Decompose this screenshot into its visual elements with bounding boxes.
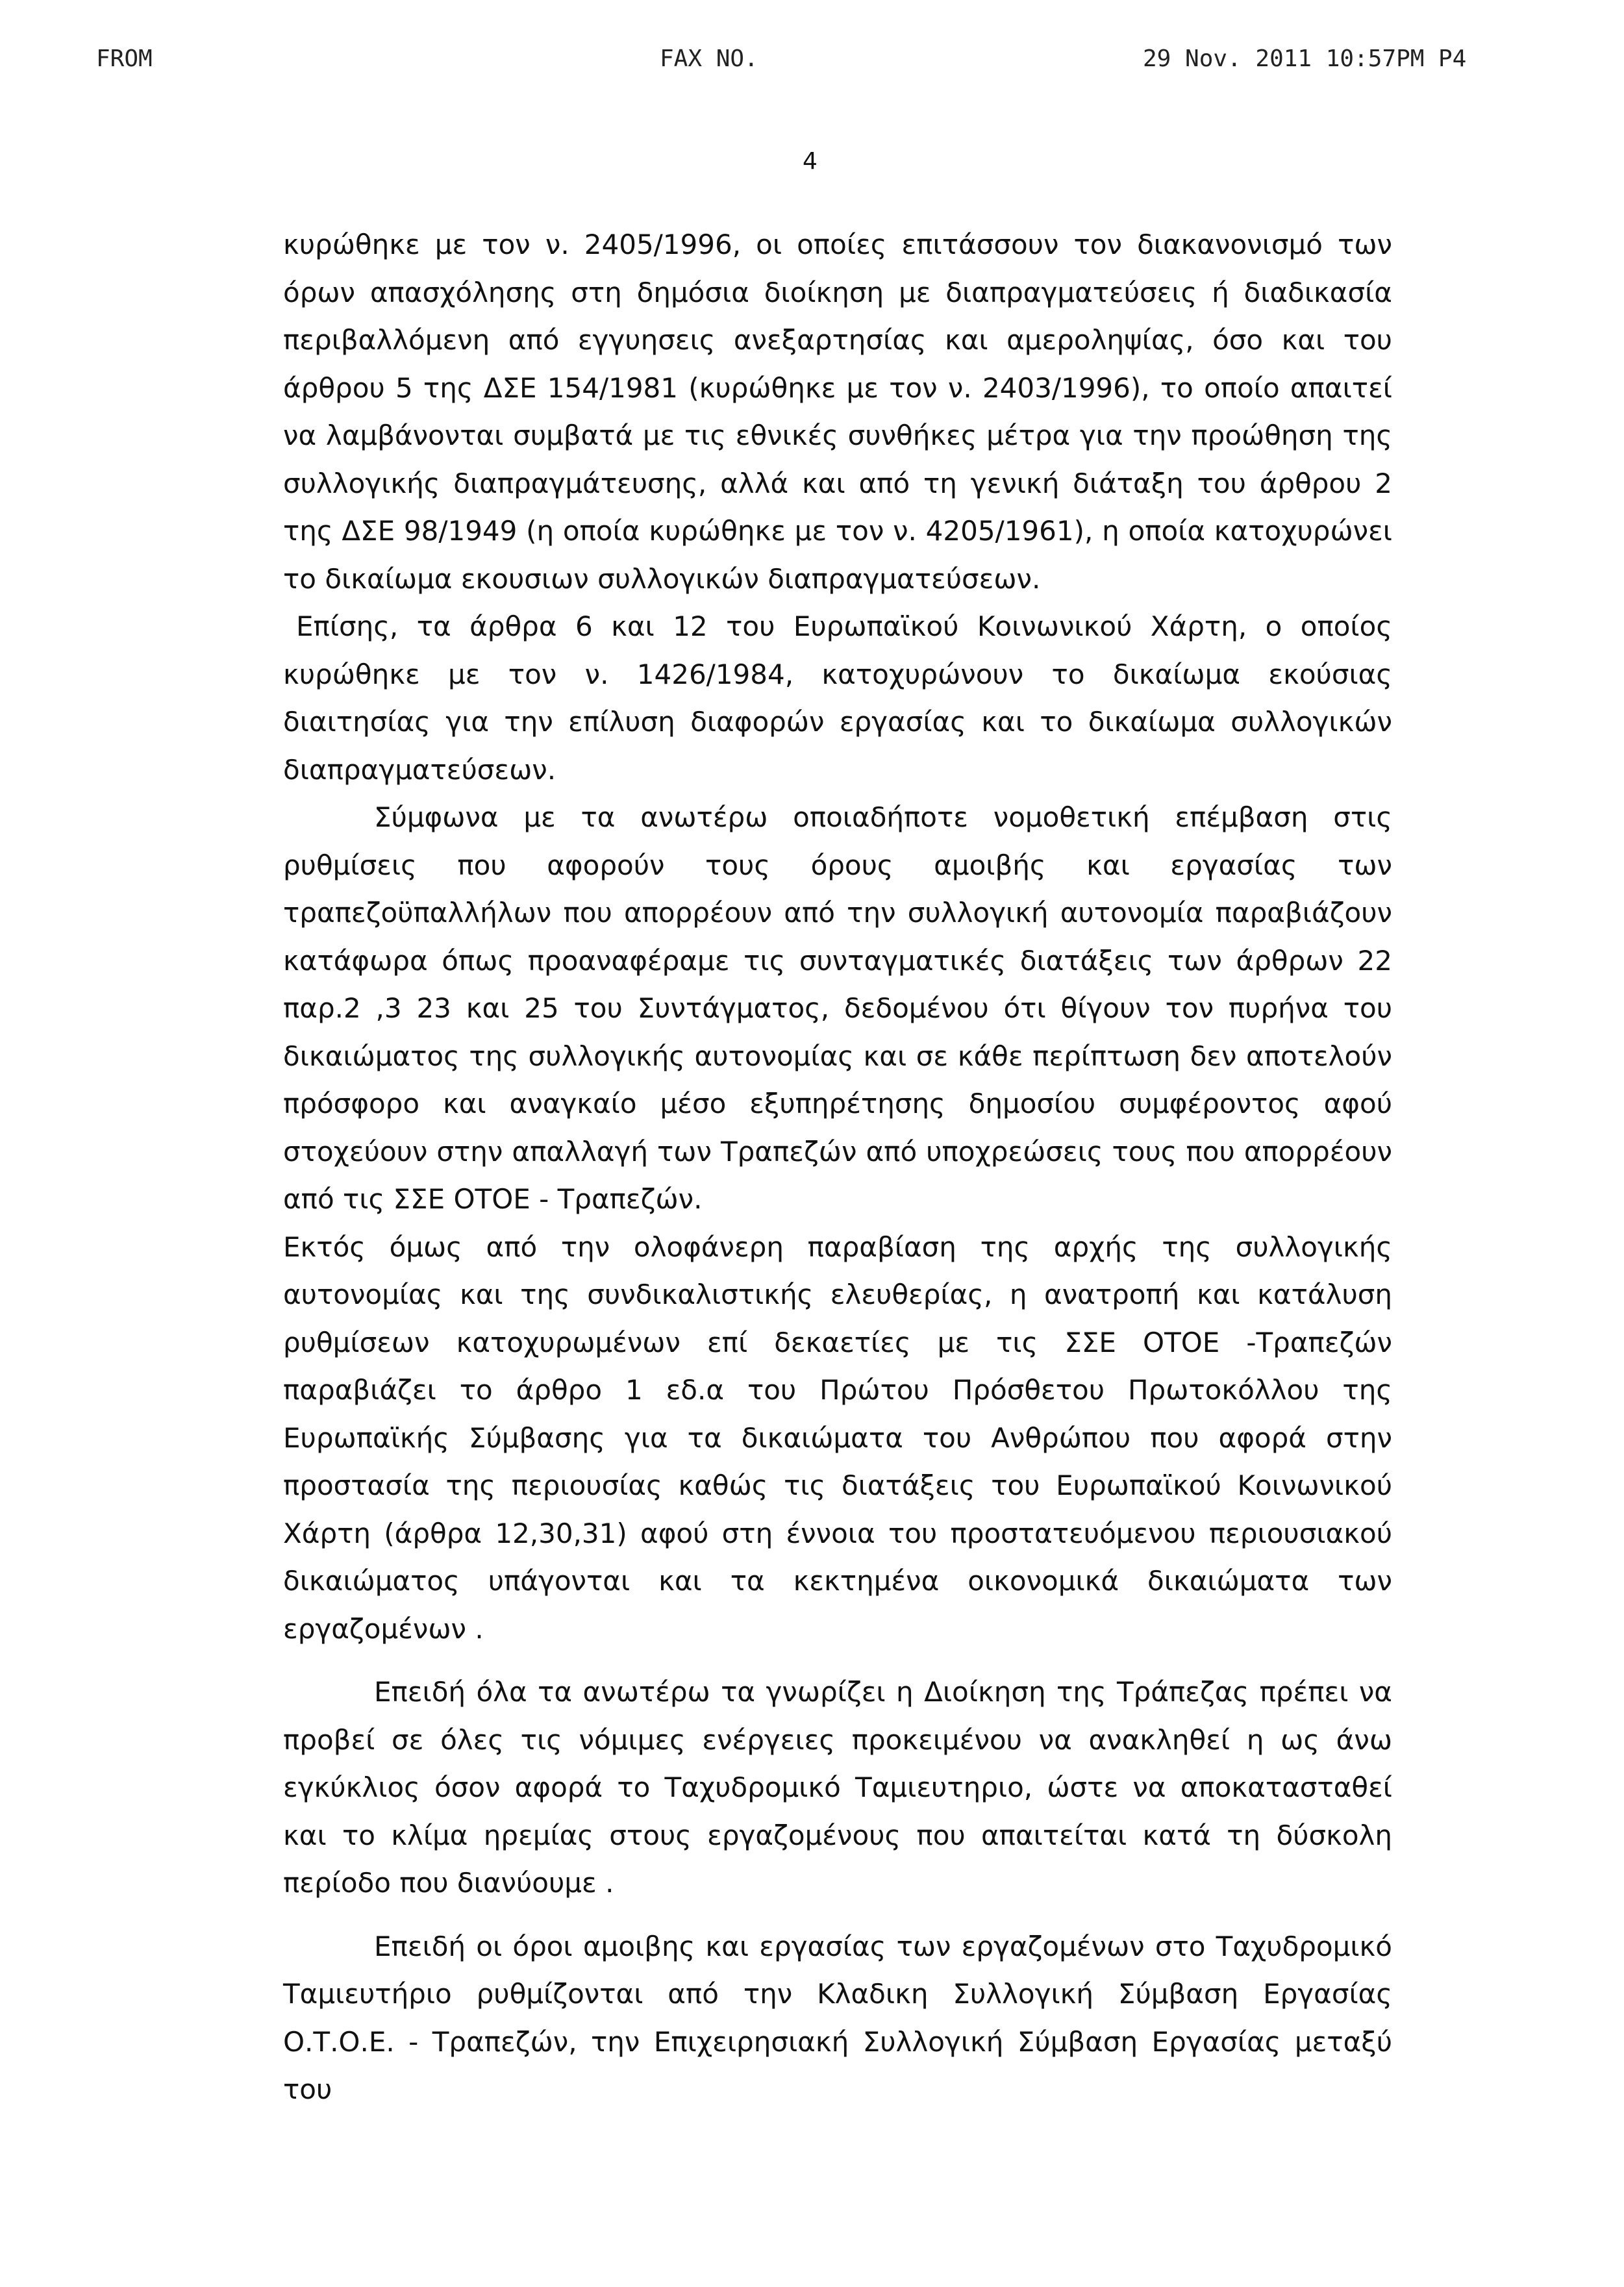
fax-date-time: 29 Nov. 2011 10:57PM: [1143, 45, 1425, 72]
paragraph-european-social-charter: Επίσης, τα άρθρα 6 και 12 του Ευρωπαϊκού Κοινωνικού Χάρτη, ο οποίος κυρώθηκε με τον ν. 1426/1984, κατοχυρώνουν το δικαίωμα εκούσιας διαιτησίας για την επίλυση διαφορών εργασίας και το δικαίωμα συλλογικών διαπραγματεύσεων.: [283, 610, 1392, 786]
paragraph-collective-agreement: Επειδή οι όροι αμοιβης και εργασίας των εργαζομένων στο Ταχυδρομικό Ταμιευτήριο ρυθμίζονται από την Κλαδικη Συλλογική Σύμβαση Εργασίας Ο.Τ.Ο.Ε. - Τραπεζών, την Επιχειρησιακή Συλλογική Σύμβαση Εργασίας μεταξύ του: [283, 1930, 1392, 2105]
paragraph-continuation: κυρώθηκε με τον ν. 2405/1996, οι οποίες επιτάσσουν τον διακανονισμό των όρων απασχόλησης στη δημόσια διοίκηση με διαπραγματεύσεις ή διαδικασία περιβαλλόμενη από εγγυησεις ανεξαρτησίας και αμεροληψίας, όσο και του άρθρου 5 της ΔΣΕ 154/1981 (κυρώθηκε με τον ν. 2403/1996), το οποίο απαιτεί να λαμβάνονται συμβατά με τις εθνικές συνθήκες μέτρα για την προώθηση της συλλογικής διαπραγμάτευσης, αλλά και από τη γενική διάταξη του άρθρου 2 της ΔΣΕ 98/1949 (η οποία κυρώθηκε με τον ν. 4205/1961), η οποία κατοχυρώνει το δικαίωμα εκουσιων συλλογικών διαπραγματεύσεων.: [283, 229, 1392, 595]
paragraph-request-revocation: Επειδή όλα τα ανωτέρω τα γνωρίζει η Διοίκηση της Τράπεζας πρέπει να προβεί σε όλες τις νόμιμες ενέργειες προκειμένου να ανακληθεί η ως άνω εγκύκλιος όσον αφορά το Ταχυδρομικό Ταμιευτηριο, ώστε να αποκατασταθεί και το κλίμα ηρεμίας στους εργαζομένους που απαιτείται κατά τη δύσκολη περίοδο που διανύουμε .: [283, 1676, 1392, 1899]
fax-from-label: FROM: [96, 45, 153, 72]
paragraph-property-protection: Εκτός όμως από την ολοφάνερη παραβίαση της αρχής της συλλογικής αυτονομίας και της συνδικαλιστικής ελευθερίας, η ανατροπή και κατάλυση ρυθμίσεων κατοχυρωμένων επί δεκαετίες με τις ΣΣΕ ΟΤΟΕ -Τραπεζών παραβιάζει το άρθρο 1 εδ.α του Πρώτου Πρόσθετου Πρωτοκόλλου της Ευρωπαϊκής Σύμβασης για τα δικαιώματα του Ανθρώπου που αφορά στην προστασία της περιουσίας καθώς τις διατάξεις του Ευρωπαϊκού Κοινωνικού Χάρτη (άρθρα 12,30,31) αφού στη έννοια του προστατευόμενου περιουσιακού δικαιώματος υπάγονται και τα κεκτημένα οικονομικά δικαιώματα των εργαζομένων .: [283, 1231, 1392, 1645]
document-body: [283, 221, 1392, 2114]
fax-page-indicator: P4: [1438, 45, 1467, 72]
paragraph-constitutional-provisions: Σύμφωνα με τα ανωτέρω οποιαδήποτε νομοθετική επέμβαση στις ρυθμίσεις που αφορούν τους όρους αμοιβής και εργασίας των τραπεζοϋπαλλήλων που απορρέουν από την συλλογική αυτονομία παραβιάζουν κατάφωρα όπως προαναφέραμε τις συνταγματικές διατάξεις των άρθρων 22 παρ.2 ,3 23 και 25 του Συντάγματος, δεδομένου ότι θίγουν τον πυρήνα του δικαιώματος της συλλογικής αυτονομίας και σε κάθε περίπτωση δεν αποτελούν πρόσφορο και αναγκαίο μέσο εξυπηρέτησης δημοσίου συμφέροντος αφού στοχεύουν στην απαλλαγή των Τραπεζών από υποχρεώσεις τους που απορρέουν από τις ΣΣΕ ΟΤΟΕ - Τραπεζών.: [283, 801, 1392, 1215]
page-number: 4: [803, 148, 818, 175]
fax-number-label: FAX NO.: [660, 45, 758, 72]
fax-header: [0, 45, 1624, 84]
